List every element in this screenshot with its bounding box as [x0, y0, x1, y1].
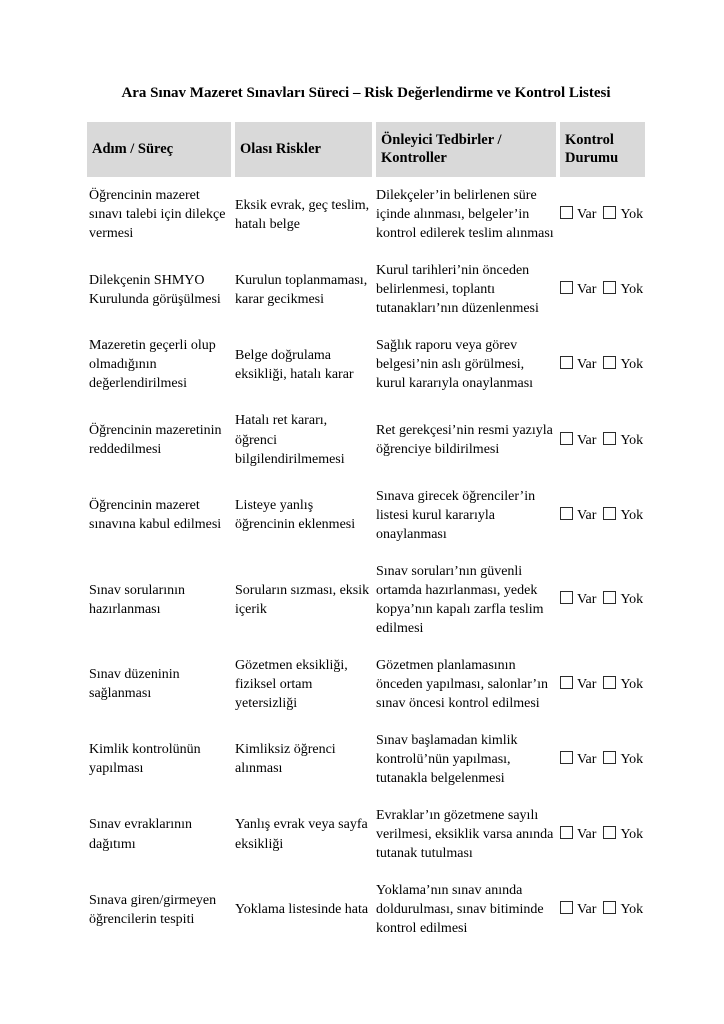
- table-row: [87, 402, 645, 477]
- step-cell: Dilekçenin SHMYO Kurulunda görüşülmesi: [89, 272, 221, 307]
- step-cell: Öğrencinin mazeretinin reddedilmesi: [89, 422, 222, 458]
- control-cell: Sınav başlamadan kimlik kontrolü’nün yapılması, tutanakla belgelenmesi: [376, 732, 518, 786]
- yok-option: [603, 675, 643, 694]
- yok-label: Yok: [620, 357, 644, 373]
- step-cell: Kimlik kontrolünün yapılması: [89, 742, 201, 777]
- var-checkbox-icon[interactable]: [560, 826, 573, 839]
- yok-option: [603, 750, 643, 769]
- table-row: [87, 327, 645, 402]
- yok-label: Yok: [620, 507, 644, 523]
- var-option: [560, 431, 596, 450]
- control-cell: Yoklama’nın sınav anında doldurulması, sınav bitiminde kontrol edilmesi: [376, 883, 544, 937]
- step-cell: Öğrencinin mazeret sınavı talebi için dilekçe vermesi: [89, 188, 226, 242]
- control-cell: Sınav soruları’nın güvenli ortamda hazırlanması, yedek kopya’nın kapalı zarfla teslim edilmesi: [376, 563, 544, 636]
- control-cell: Kurul tarihleri’nin önceden belirlenmesi, toplantı tutanakları’nın düzenlenmesi: [376, 263, 539, 317]
- yok-option: [603, 590, 643, 609]
- risk-cell: Gözetmen eksikliği, fiziksel ortam yetersizliği: [235, 657, 348, 711]
- risk-control-table: [87, 122, 645, 948]
- table-row: [87, 872, 645, 947]
- step-cell: Sınava giren/girmeyen öğrencilerin tespiti: [89, 892, 217, 927]
- table-header-row: [87, 122, 645, 178]
- yok-label: Yok: [620, 207, 644, 223]
- control-cell: Dilekçeler’in belirlenen süre içinde alınması, belgeler’in kontrol edilerek teslim alınması: [376, 188, 554, 242]
- var-checkbox-icon[interactable]: [560, 591, 573, 604]
- yok-label: Yok: [620, 282, 644, 298]
- var-checkbox-icon[interactable]: [560, 356, 573, 369]
- step-cell: Mazeretin geçerli olup olmadığının değerlendirilmesi: [89, 338, 216, 392]
- var-label: Var: [577, 357, 597, 373]
- var-option: [560, 590, 596, 609]
- var-label: Var: [577, 207, 597, 223]
- yok-option: [603, 205, 643, 224]
- yok-option: [603, 825, 643, 844]
- var-label: Var: [577, 282, 597, 298]
- risk-cell: Belge doğrulama eksikliği, hatalı karar: [235, 347, 354, 382]
- column-header-controls: Önleyici Tedbirler / Kontroller: [374, 122, 558, 178]
- var-label: Var: [577, 432, 597, 448]
- var-checkbox-icon[interactable]: [560, 206, 573, 219]
- table-row: [87, 553, 645, 647]
- var-option: [560, 750, 596, 769]
- yok-checkbox-icon[interactable]: [603, 356, 616, 369]
- status-cell: [558, 327, 645, 402]
- status-cell: [558, 872, 645, 947]
- table-row: [87, 797, 645, 872]
- yok-label: Yok: [620, 592, 644, 608]
- risk-cell: Yoklama listesinde hata: [235, 902, 369, 918]
- var-option: [560, 205, 596, 224]
- risk-cell: Yanlış evrak veya sayfa eksikliği: [235, 817, 368, 852]
- yok-label: Yok: [620, 827, 644, 842]
- yok-checkbox-icon[interactable]: [603, 826, 616, 839]
- step-cell: Öğrencinin mazeret sınavına kabul edilmesi: [89, 498, 222, 533]
- control-cell: Sağlık raporu veya görev belgesi’nin aslı görülmesi, kurul kararıyla onaylanması: [376, 338, 534, 392]
- status-cell: [558, 177, 645, 252]
- risk-cell: Soruların sızması, eksik içerik: [235, 582, 370, 617]
- table-row: [87, 722, 645, 797]
- var-checkbox-icon[interactable]: [560, 751, 573, 764]
- control-cell: Gözetmen planlamasının önceden yapılması, salonlar’ın sınav öncesi kontrol edilmesi: [376, 657, 548, 711]
- table-row: [87, 177, 645, 252]
- var-option: [560, 900, 596, 919]
- risk-cell: Kimliksiz öğrenci alınması: [235, 742, 336, 777]
- column-header-risks: Olası Riskler: [233, 122, 374, 178]
- yok-checkbox-icon[interactable]: [603, 591, 616, 604]
- status-cell: [558, 402, 645, 477]
- step-cell: Sınav sorularının hazırlanması: [89, 582, 186, 617]
- yok-label: Yok: [620, 676, 644, 692]
- var-label: Var: [577, 507, 597, 523]
- yok-option: [603, 280, 643, 299]
- table-row: [87, 647, 645, 722]
- status-cell: [558, 797, 645, 872]
- yok-checkbox-icon[interactable]: [603, 432, 616, 445]
- status-cell: [558, 553, 645, 647]
- var-option: [560, 675, 596, 694]
- yok-option: [603, 355, 643, 374]
- var-checkbox-icon[interactable]: [560, 901, 573, 914]
- var-checkbox-icon[interactable]: [560, 507, 573, 520]
- control-cell: Ret gerekçesi’nin resmi yazıyla öğrenciye bildirilmesi: [376, 422, 553, 458]
- step-cell: Sınav düzeninin sağlanması: [89, 667, 180, 702]
- document-title: Ara Sınav Mazeret Sınavları Süreci – Risk Değerlendirme ve Kontrol Listesi: [121, 85, 611, 101]
- risk-cell: Hatalı ret kararı, öğrenci bilgilendirilmemesi: [235, 413, 345, 467]
- column-header-step: Adım / Süreç: [87, 122, 233, 178]
- yok-label: Yok: [620, 902, 644, 918]
- var-label: Var: [577, 676, 597, 692]
- var-option: [560, 825, 596, 844]
- risk-cell: Eksik evrak, geç teslim, hatalı belge: [235, 197, 370, 232]
- table-row: [87, 252, 645, 327]
- yok-label: Yok: [620, 751, 644, 767]
- status-cell: [558, 647, 645, 722]
- column-header-status: Kontrol Durumu: [558, 122, 645, 178]
- yok-checkbox-icon[interactable]: [603, 901, 616, 914]
- control-cell: Evraklar’ın gözetmene sayılı verilmesi, eksiklik varsa anında tutanak tutulması: [376, 807, 554, 862]
- status-cell: [558, 722, 645, 797]
- control-cell: Sınava girecek öğrenciler’in listesi kurul kararıyla onaylanması: [376, 488, 536, 542]
- var-option: [560, 506, 596, 525]
- var-label: Var: [577, 902, 597, 918]
- var-option: [560, 355, 596, 374]
- yok-label: Yok: [620, 432, 644, 448]
- status-cell: [558, 478, 645, 553]
- var-option: [560, 280, 596, 299]
- risk-cell: Listeye yanlış öğrencinin eklenmesi: [235, 498, 356, 533]
- var-checkbox-icon[interactable]: [560, 281, 573, 294]
- yok-option: [603, 431, 643, 450]
- var-label: Var: [577, 592, 597, 608]
- yok-option: [603, 900, 643, 919]
- step-cell: Sınav evraklarının dağıtımı: [89, 817, 193, 852]
- var-checkbox-icon[interactable]: [560, 432, 573, 445]
- yok-checkbox-icon[interactable]: [603, 676, 616, 689]
- var-checkbox-icon[interactable]: [560, 676, 573, 689]
- yok-checkbox-icon[interactable]: [603, 281, 616, 294]
- yok-checkbox-icon[interactable]: [603, 751, 616, 764]
- var-label: Var: [577, 751, 597, 767]
- risk-cell: Kurulun toplanmaması, karar gecikmesi: [235, 272, 368, 307]
- table-row: [87, 478, 645, 553]
- yok-option: [603, 506, 643, 525]
- var-label: Var: [577, 827, 597, 842]
- yok-checkbox-icon[interactable]: [603, 507, 616, 520]
- yok-checkbox-icon[interactable]: [603, 206, 616, 219]
- status-cell: [558, 252, 645, 327]
